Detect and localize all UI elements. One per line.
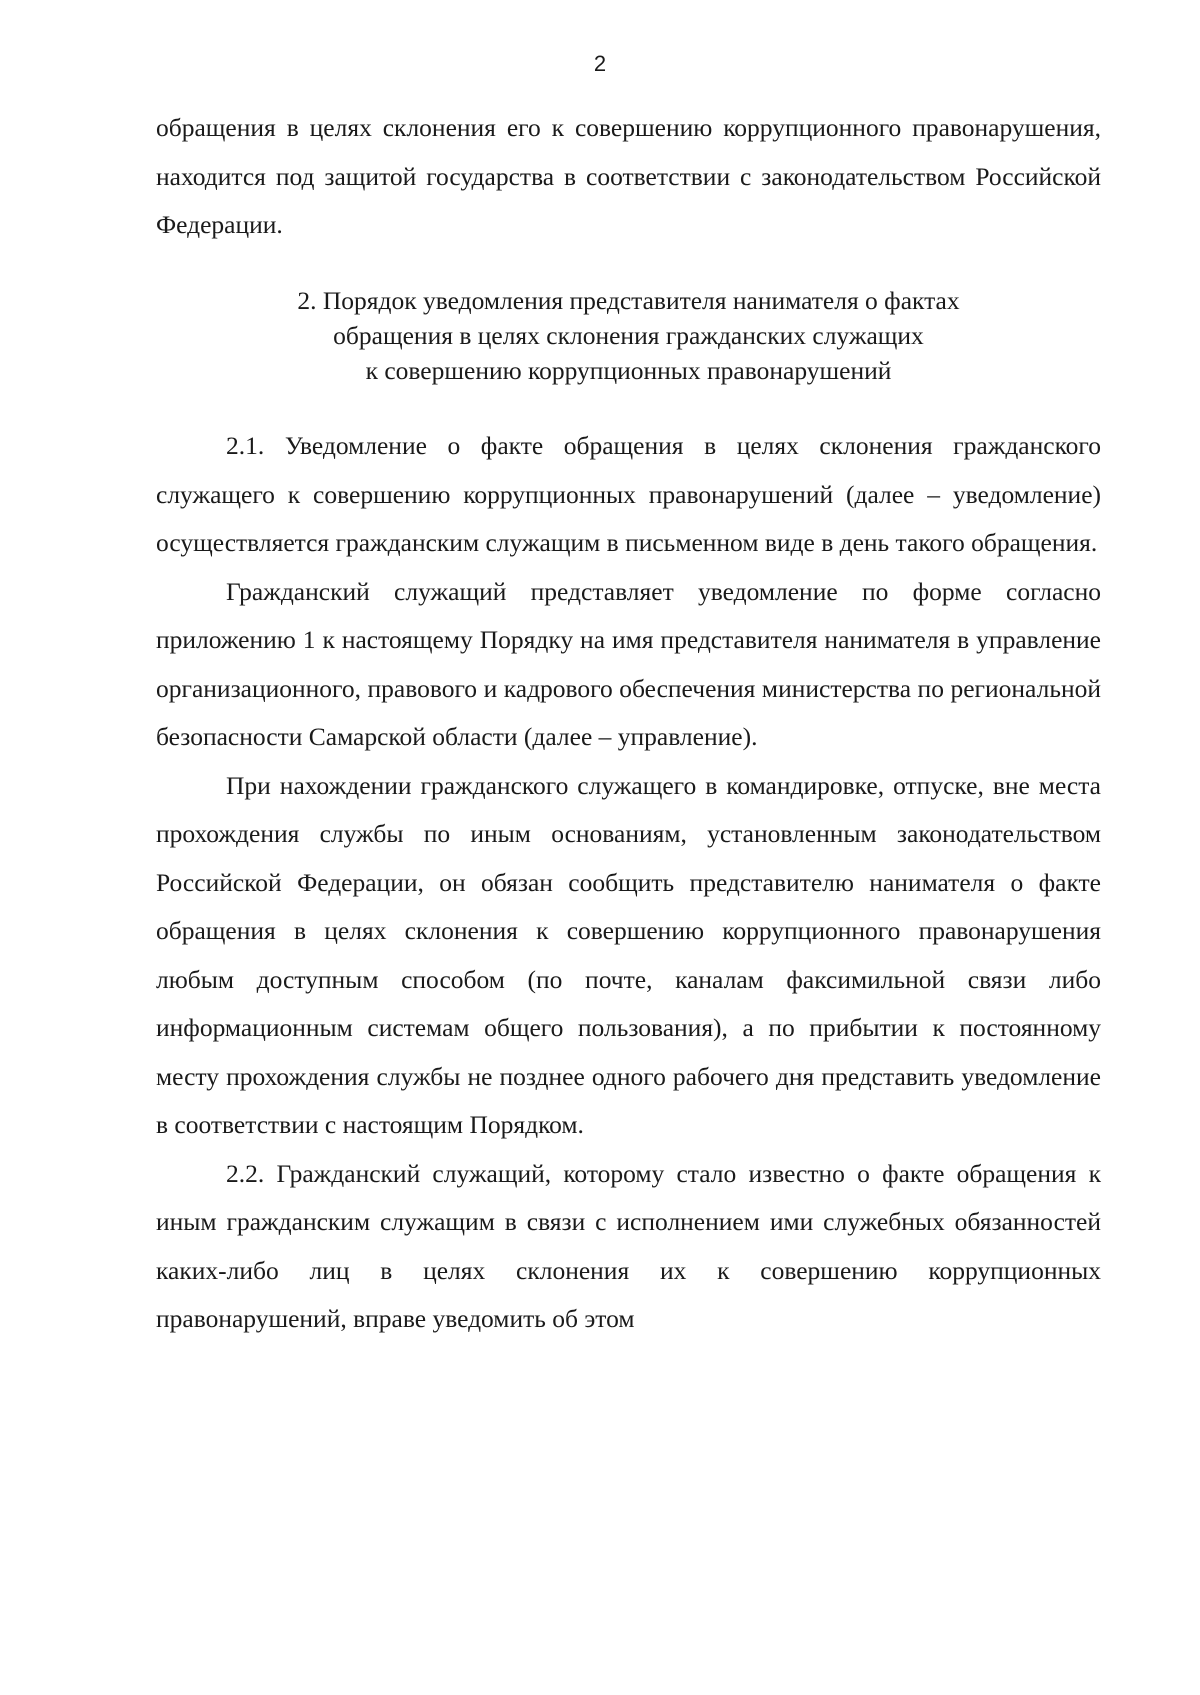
paragraph-2-2: 2.2. Гражданский служащий, которому стало известно о факте обращения к иным гражданским служащим в связи с исполнением ими служебных обязанностей каких-либо лиц в целях склонения их к совершению коррупционных правонарушений, вправе уведомить об этом	[156, 1158, 1101, 1333]
section-heading-line-1: 2. Порядок уведомления представителя нанимателя о фактах	[297, 286, 960, 315]
section-heading	[156, 283, 1101, 388]
intro-paragraph-block	[156, 104, 1101, 250]
section-heading-line-2: обращения в целях склонения гражданских служащих	[333, 321, 924, 350]
paragraph-2-1: 2.1. Уведомление о факте обращения в целях склонения гражданского служащего к совершению коррупционных правонарушений (далее – уведомление) осуществляется гражданским служащим в письменном виде в день такого обращения.	[156, 431, 1101, 557]
section-heading-line-3: к совершению коррупционных правонарушений	[365, 356, 892, 385]
paragraph-business-trip: При нахождении гражданского служащего в командировке, отпуске, вне места прохождения службы по иным основаниям, установленным законодательством Российской Федерации, он обязан сообщить представителю нанимателя о факте обращения в целях склонения к совершению коррупционного правонарушения любым доступным способом (по почте, каналам факсимильной связи либо информационным системам общего пользования), а по прибытии к постоянному месту прохождения службы не позднее одного рабочего дня представить уведомление в соответствии с настоящим Порядком.	[156, 770, 1101, 1139]
paragraph-submission: Гражданский служащий представляет уведомление по форме согласно приложению 1 к настоящему Порядку на имя представителя нанимателя в управление организационного, правового и кадрового обеспечения министерства по региональной безопасности Самарской области (далее – управление).	[156, 576, 1101, 751]
intro-paragraph: обращения в целях склонения его к совершению коррупционного правонарушения, находится под защитой государства в соответствии с законодательством Российской Федерации.	[156, 113, 1101, 239]
page-number: 2	[593, 51, 607, 76]
section-body	[156, 422, 1101, 1344]
